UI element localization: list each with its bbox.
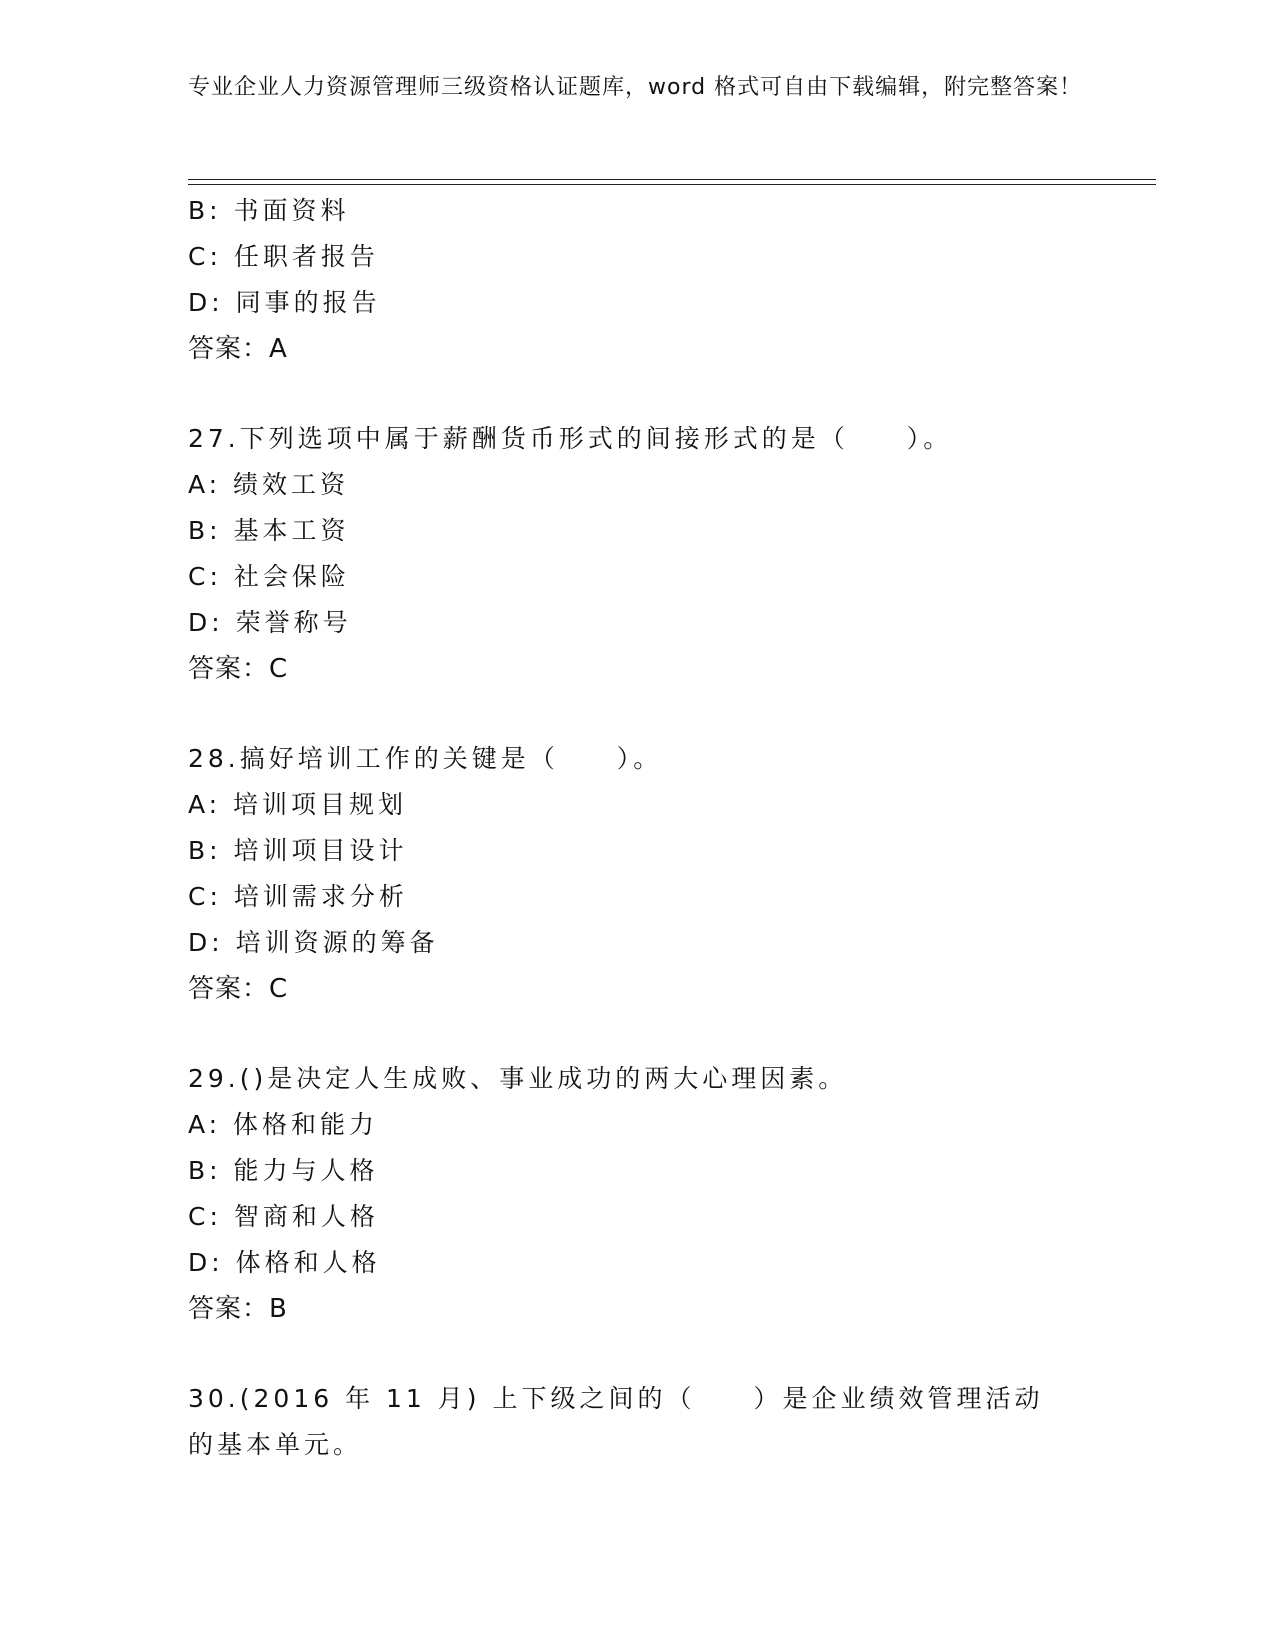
option-d: D: 体格和人格 [188,1248,381,1277]
question-28 [188,736,1088,1012]
answer-line: 答案：C [188,974,289,1004]
question-29 [188,1056,1088,1332]
option-b: B: 培训项目设计 [188,836,408,865]
header-text: 专业企业人力资源管理师三级资格认证题库，word 格式可自由下载编辑，附完整答案！ [188,75,1083,100]
question-30 [188,1376,1088,1468]
question-text: 29.()是决定人生成败、事业成功的两大心理因素。 [188,1064,848,1093]
option-d: D: 荣誉称号 [188,608,352,637]
prev-question-block [188,188,1088,372]
header-rule-bottom [188,184,1156,185]
document-header [188,72,1088,104]
question-text: 30.(2016 年 11 月) 上下级之间的（ ）是企业绩效管理活动的基本单元。 [188,1384,1044,1459]
question-text: 27.下列选项中属于薪酬货币形式的间接形式的是（ ）。 [188,424,953,453]
option-a: A: 培训项目规划 [188,790,408,819]
option-d: D: 同事的报告 [188,288,381,317]
option-b: B: 基本工资 [188,516,350,545]
question-text: 28.搞好培训工作的关键是（ ）。 [188,744,663,773]
option-c: C: 任职者报告 [188,242,379,271]
option-d: D: 培训资源的筹备 [188,928,439,957]
option-b: B: 书面资料 [188,196,350,225]
option-c: C: 培训需求分析 [188,882,408,911]
option-b: B: 能力与人格 [188,1156,379,1185]
question-27 [188,416,1088,692]
question-list [188,188,1088,1468]
option-a: A: 体格和能力 [188,1110,379,1139]
answer-line: 答案：A [188,334,288,364]
header-rule-top [188,179,1156,180]
option-c: C: 智商和人格 [188,1202,379,1231]
option-c: C: 社会保险 [188,562,350,591]
answer-line: 答案：C [188,654,289,684]
answer-line: 答案：B [188,1294,288,1324]
option-a: A: 绩效工资 [188,470,350,499]
